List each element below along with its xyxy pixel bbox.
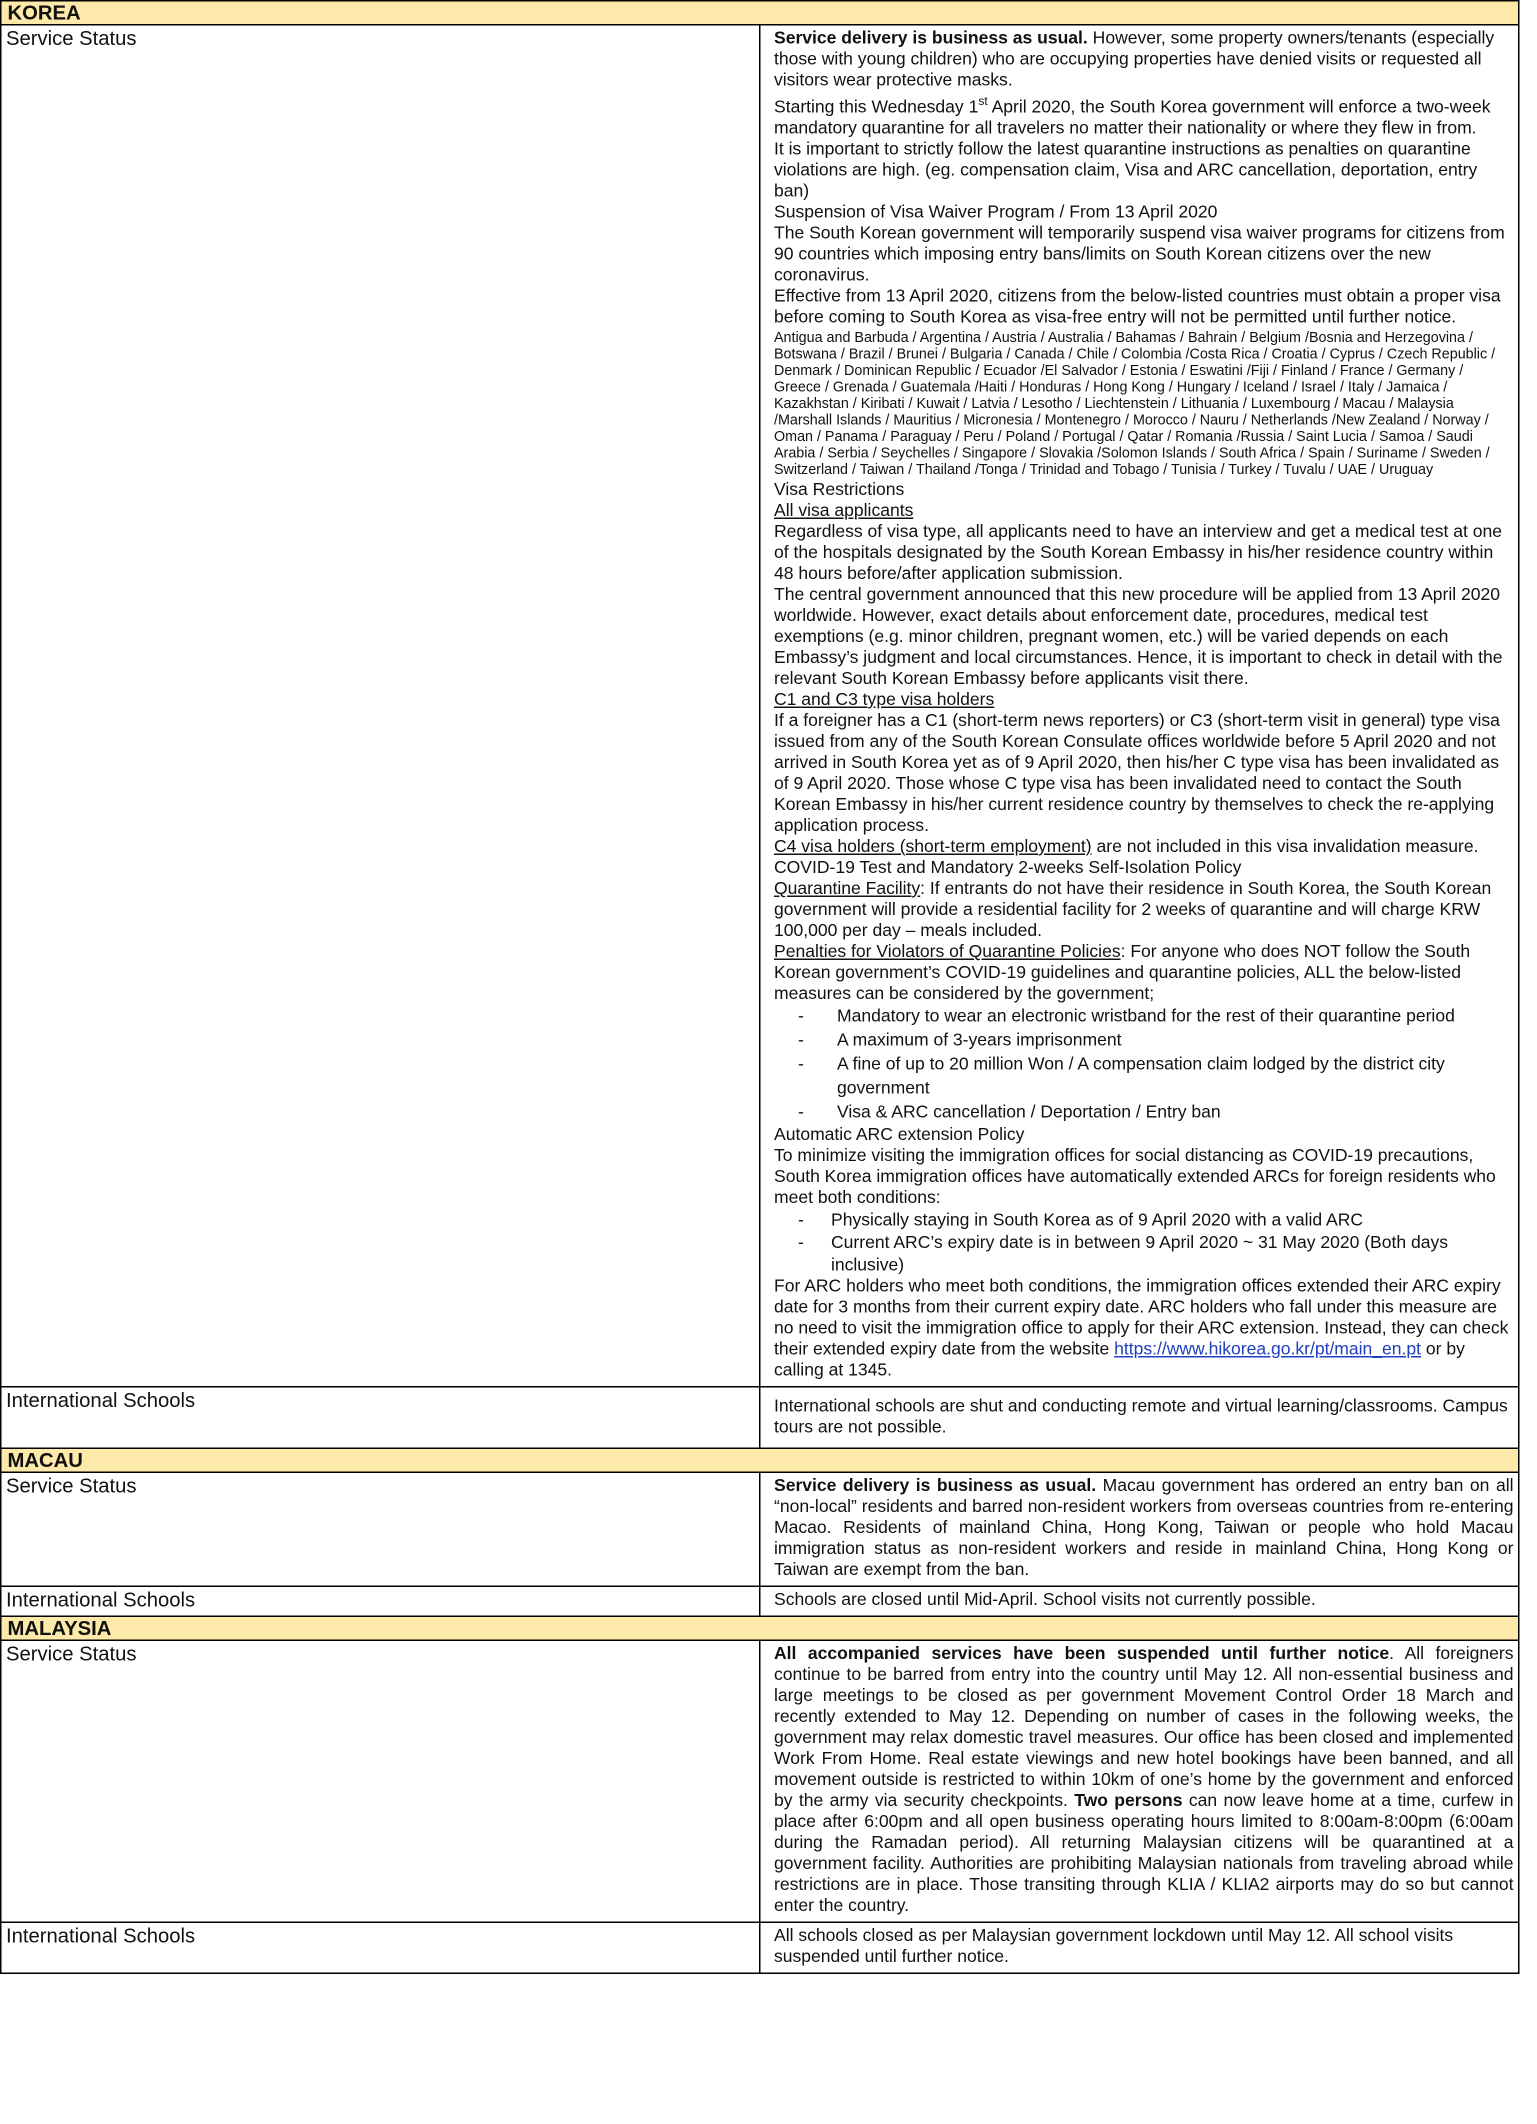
- malaysia-schools-label: International Schools: [1, 1922, 760, 1973]
- korea-penalties-paragraph: [774, 942, 1514, 1005]
- korea-penalties-colon: :: [1120, 941, 1126, 962]
- korea-arc-final-pre: For ARC holders who meet both conditions, the immigration offices extended their ARC expiry date for 3 months from their current expiry date. ARC holders who fall under this measure are no need to visit the immigration office to apply for their ARC extension. Instead, they can check their extended expiry date from the website: [774, 1276, 1509, 1359]
- korea-header-row: [1, 1, 1519, 25]
- korea-schools-text: International schools are shut and conducting remote and virtual learning/classrooms. Campus tours are not possible.: [760, 1387, 1519, 1449]
- korea-instructions: It is important to strictly follow the latest quarantine instructions as penalties on quarantine violations are high. (eg. compensation claim, Visa and ARC cancellation, deportation, entry ban): [774, 139, 1478, 201]
- korea-quarantine-post: April 2020, the South Korea government will enforce a two-week mandatory quarantine for all travelers no matter their nationality or where they flew in from.: [774, 97, 1491, 138]
- korea-effective-text: Effective from 13 April 2020, citizens from the below-listed countries must obtain a proper visa before coming to South Korea as visa-free entry will not be permitted until further notice.: [774, 286, 1501, 327]
- korea-quarantine-notice: [774, 92, 1514, 140]
- korea-arc-conditions: [774, 1209, 1514, 1277]
- macau-schools-row: [1, 1586, 1519, 1616]
- korea-schools-label: International Schools: [1, 1387, 760, 1449]
- korea-c4-note: [774, 837, 1514, 858]
- malaysia-service-text-end: can now leave home at a time, curfew in place after 6:00pm and all open business operating hours limited to 8:00am-8:00pm (6:00am during the Ramadan period). All returning Malaysian citizens will be quarantined at a government facility. Authorities are prohibiting Malaysian nationals from traveling abroad while restrictions are in place. Those transiting through KLIA / KLIA2 airports may do so but cannot enter the country.: [774, 1790, 1514, 1916]
- korea-central-gov-text: The central government announced that this new procedure will be applied from 13 April 2020 worldwide. However, exact details about enforcement date, procedures, medical test exemptions (e.g. minor children, pregnant women, etc.) will be varied depends on each Embassy’s judgment and local circumstances. Hence, it is important to check in detail with the relevant South Korean Embassy before applicants visit there.: [774, 584, 1503, 689]
- malaysia-schools-text: All schools closed as per Malaysian government lockdown until May 12. All school visits suspended until further notice.: [760, 1922, 1519, 1973]
- korea-service-row: [1, 25, 1519, 1387]
- korea-penalties-label: Penalties for Violators of Quarantine Policies: [774, 941, 1121, 962]
- korea-service-status: [760, 25, 1519, 1387]
- korea-arc-heading: Automatic ARC extension Policy: [774, 1124, 1025, 1145]
- malaysia-header-row: [1, 1616, 1519, 1640]
- korea-restrictions-heading: Visa Restrictions: [774, 479, 905, 500]
- macau-service-row: [1, 1472, 1519, 1586]
- malaysia-header: MALAYSIA: [1, 1616, 1519, 1640]
- malaysia-service-label: Service Status: [1, 1640, 760, 1922]
- korea-country-list: Antigua and Barbuda / Argentina / Austria / Australia / Bahamas / Bahrain / Belgium /Bosnia and Herzegovina / Botswana / Brazil / Brunei / Bulgaria / Canada / Chile / Colombia /Costa Rica / Croatia / Cyprus / Czech Republic / Denmark / Dominican Republic / Ecuador /El Salvador / Estonia / Eswatini /Fiji / Finland / France / Germany / Greece / Grenada / Guatemala /Haiti / Honduras / Hong Kong / Hungary / Iceland / Israel / Italy / Jamaica / Kazakhstan / Kiribati / Kuwait / Latvia / Lesotho / Liechtenstein / Lithuania / Luxembourg / Macau / Malaysia /Marshall Islands / Mauritius / Micronesia / Montenegro / Morocco / Nauru / Netherlands /New Zealand / Norway / Oman / Panama / Paraguay / Peru / Poland / Portugal / Qatar / Romania /Russia / Saint Lucia / Samoa / Saudi Arabia / Serbia / Seychelles / Singapore / Slovakia /Solomon Islands / South Africa / Spain / Suriname / Sweden / Switzerland / Taiwan / Thailand /Tonga / Trinidad and Tobago / Tunisia / Turkey / Tuvalu / UAE / Uruguay: [774, 329, 1496, 479]
- list-item: - Current ARC’s expiry date is in between 9 April 2020 ~ 31 May 2020 (Both days inclusive): [774, 1231, 1514, 1276]
- malaysia-service-status: [760, 1640, 1519, 1922]
- malaysia-service-bold-two: Two persons: [1074, 1790, 1183, 1811]
- macau-header-row: [1, 1448, 1519, 1472]
- korea-facility-colon: :: [920, 878, 926, 899]
- list-item: - Physically staying in South Korea as of 9 April 2020 with a valid ARC: [774, 1209, 1514, 1232]
- korea-quarantine-pre: Starting this Wednesday 1: [774, 97, 979, 117]
- list-item: - A fine of up to 20 million Won / A compensation claim lodged by the district city government: [774, 1053, 1514, 1101]
- korea-lead-bold: Service delivery is business as usual.: [774, 28, 1088, 48]
- korea-c4-rest: are not included in this visa invalidation measure.: [1091, 836, 1479, 857]
- korea-lead-text: However, some property owners/tenants (especially those with young children) who are occupying properties have denied visits or requested all visitors wear protective masks.: [774, 28, 1495, 90]
- korea-arc-text: To minimize visiting the immigration offices for social distancing as COVID-19 precautions, South Korea immigration offices have automatically extended ARCs for foreign residents who meet both conditions:: [774, 1145, 1496, 1208]
- list-item: - Visa & ARC cancellation / Deportation / Entry ban: [774, 1101, 1514, 1125]
- hikorea-website-link[interactable]: https://www.hikorea.go.kr/pt/main_en.pt: [1114, 1339, 1422, 1359]
- korea-facility-paragraph: [774, 879, 1514, 942]
- korea-c1c3-heading: C1 and C3 type visa holders: [774, 689, 995, 710]
- list-item: - A maximum of 3-years imprisonment: [774, 1029, 1514, 1053]
- korea-schools-row: [1, 1387, 1519, 1449]
- korea-penalties-text: For anyone who does NOT follow the South Korean government’s COVID-19 guidelines and quarantine policies, ALL the below-listed measures can be considered by the government;: [774, 941, 1471, 1004]
- macau-header: MACAU: [1, 1448, 1519, 1472]
- macau-service-label: Service Status: [1, 1472, 760, 1586]
- korea-service-label: Service Status: [1, 25, 760, 1387]
- macau-schools-text: Schools are closed until Mid-April. School visits not currently possible.: [760, 1586, 1519, 1616]
- korea-header: KOREA: [1, 1, 1519, 25]
- korea-covid-heading: COVID-19 Test and Mandatory 2-weeks Self-Isolation Policy: [774, 857, 1242, 878]
- korea-waiver-text: The South Korean government will temporarily suspend visa waiver programs for citizens from 90 countries which imposing entry bans/limits on South Korean citizens over the new coronavirus.: [774, 223, 1505, 285]
- malaysia-schools-row: [1, 1922, 1519, 1973]
- malaysia-service-bold: All accompanied services have been suspended until further notice: [774, 1643, 1390, 1664]
- korea-facility-label: Quarantine Facility: [774, 878, 921, 899]
- macau-service-bold: Service delivery is business as usual.: [774, 1475, 1097, 1496]
- korea-arc-final: [774, 1276, 1514, 1381]
- korea-quarantine-sup: st: [978, 94, 988, 108]
- malaysia-service-text: . All foreigners continue to be barred from entry into the country until May 12. All non-essential business and large meetings to be closed as per government Movement Control Order 18 March and recently extended to May 12. Depending on number of cases in the following weeks, the government may relax domestic travel measures. Our office has been closed and implemented Work From Home. Real estate viewings and new hotel bookings have been banned, and all movement outside is restricted to within 10km of one’s home by the government and enforced by the army via security checkpoints.: [774, 1643, 1514, 1811]
- korea-waiver-heading: Suspension of Visa Waiver Program / From 13 April 2020: [774, 202, 1218, 222]
- korea-all-applicants-heading: All visa applicants: [774, 500, 914, 521]
- korea-c4-underlined: C4 visa holders (short-term employment): [774, 836, 1092, 857]
- macau-service-status: [760, 1472, 1519, 1586]
- macau-schools-label: International Schools: [1, 1586, 760, 1616]
- malaysia-service-row: [1, 1640, 1519, 1922]
- korea-penalty-list: [774, 1005, 1514, 1125]
- korea-c1c3-text: If a foreigner has a C1 (short-term news reporters) or C3 (short-term visit in general) type visa issued from any of the South Korean Consulate offices worldwide before 5 April 2020 and not arrived in South Korea yet as of 9 April 2020, then his/her C type visa has been invalidated as of 9 April 2020. Those whose C type visa has been invalidated need to contact the South Korean Embassy in his/her current residence country by themselves to check the re-applying application process.: [774, 710, 1500, 836]
- korea-arc-final-post: or by calling at 1345.: [774, 1339, 1465, 1380]
- korea-facility-text: If entrants do not have their residence in South Korea, the South Korean government will provide a residential facility for 2 weeks of quarantine and will charge KRW 100,000 per day – meals included.: [774, 878, 1492, 941]
- korea-all-applicants-text: Regardless of visa type, all applicants need to have an interview and get a medical test at one of the hospitals designated by the South Korean Embassy in his/her residence country within 48 hours before/after application submission.: [774, 521, 1502, 584]
- korea-service-lead: [774, 29, 1514, 92]
- list-item: - Mandatory to wear an electronic wristband for the rest of their quarantine period: [774, 1005, 1514, 1029]
- macau-service-text: Macau government has ordered an entry ban on all “non-local” residents and barred non-resident workers from overseas countries from re-entering Macao. Residents of mainland China, Hong Kong, Taiwan or people who hold Macau immigration status as non-resident workers and reside in mainland China, Hong Kong or Taiwan are exempt from the ban.: [774, 1475, 1514, 1580]
